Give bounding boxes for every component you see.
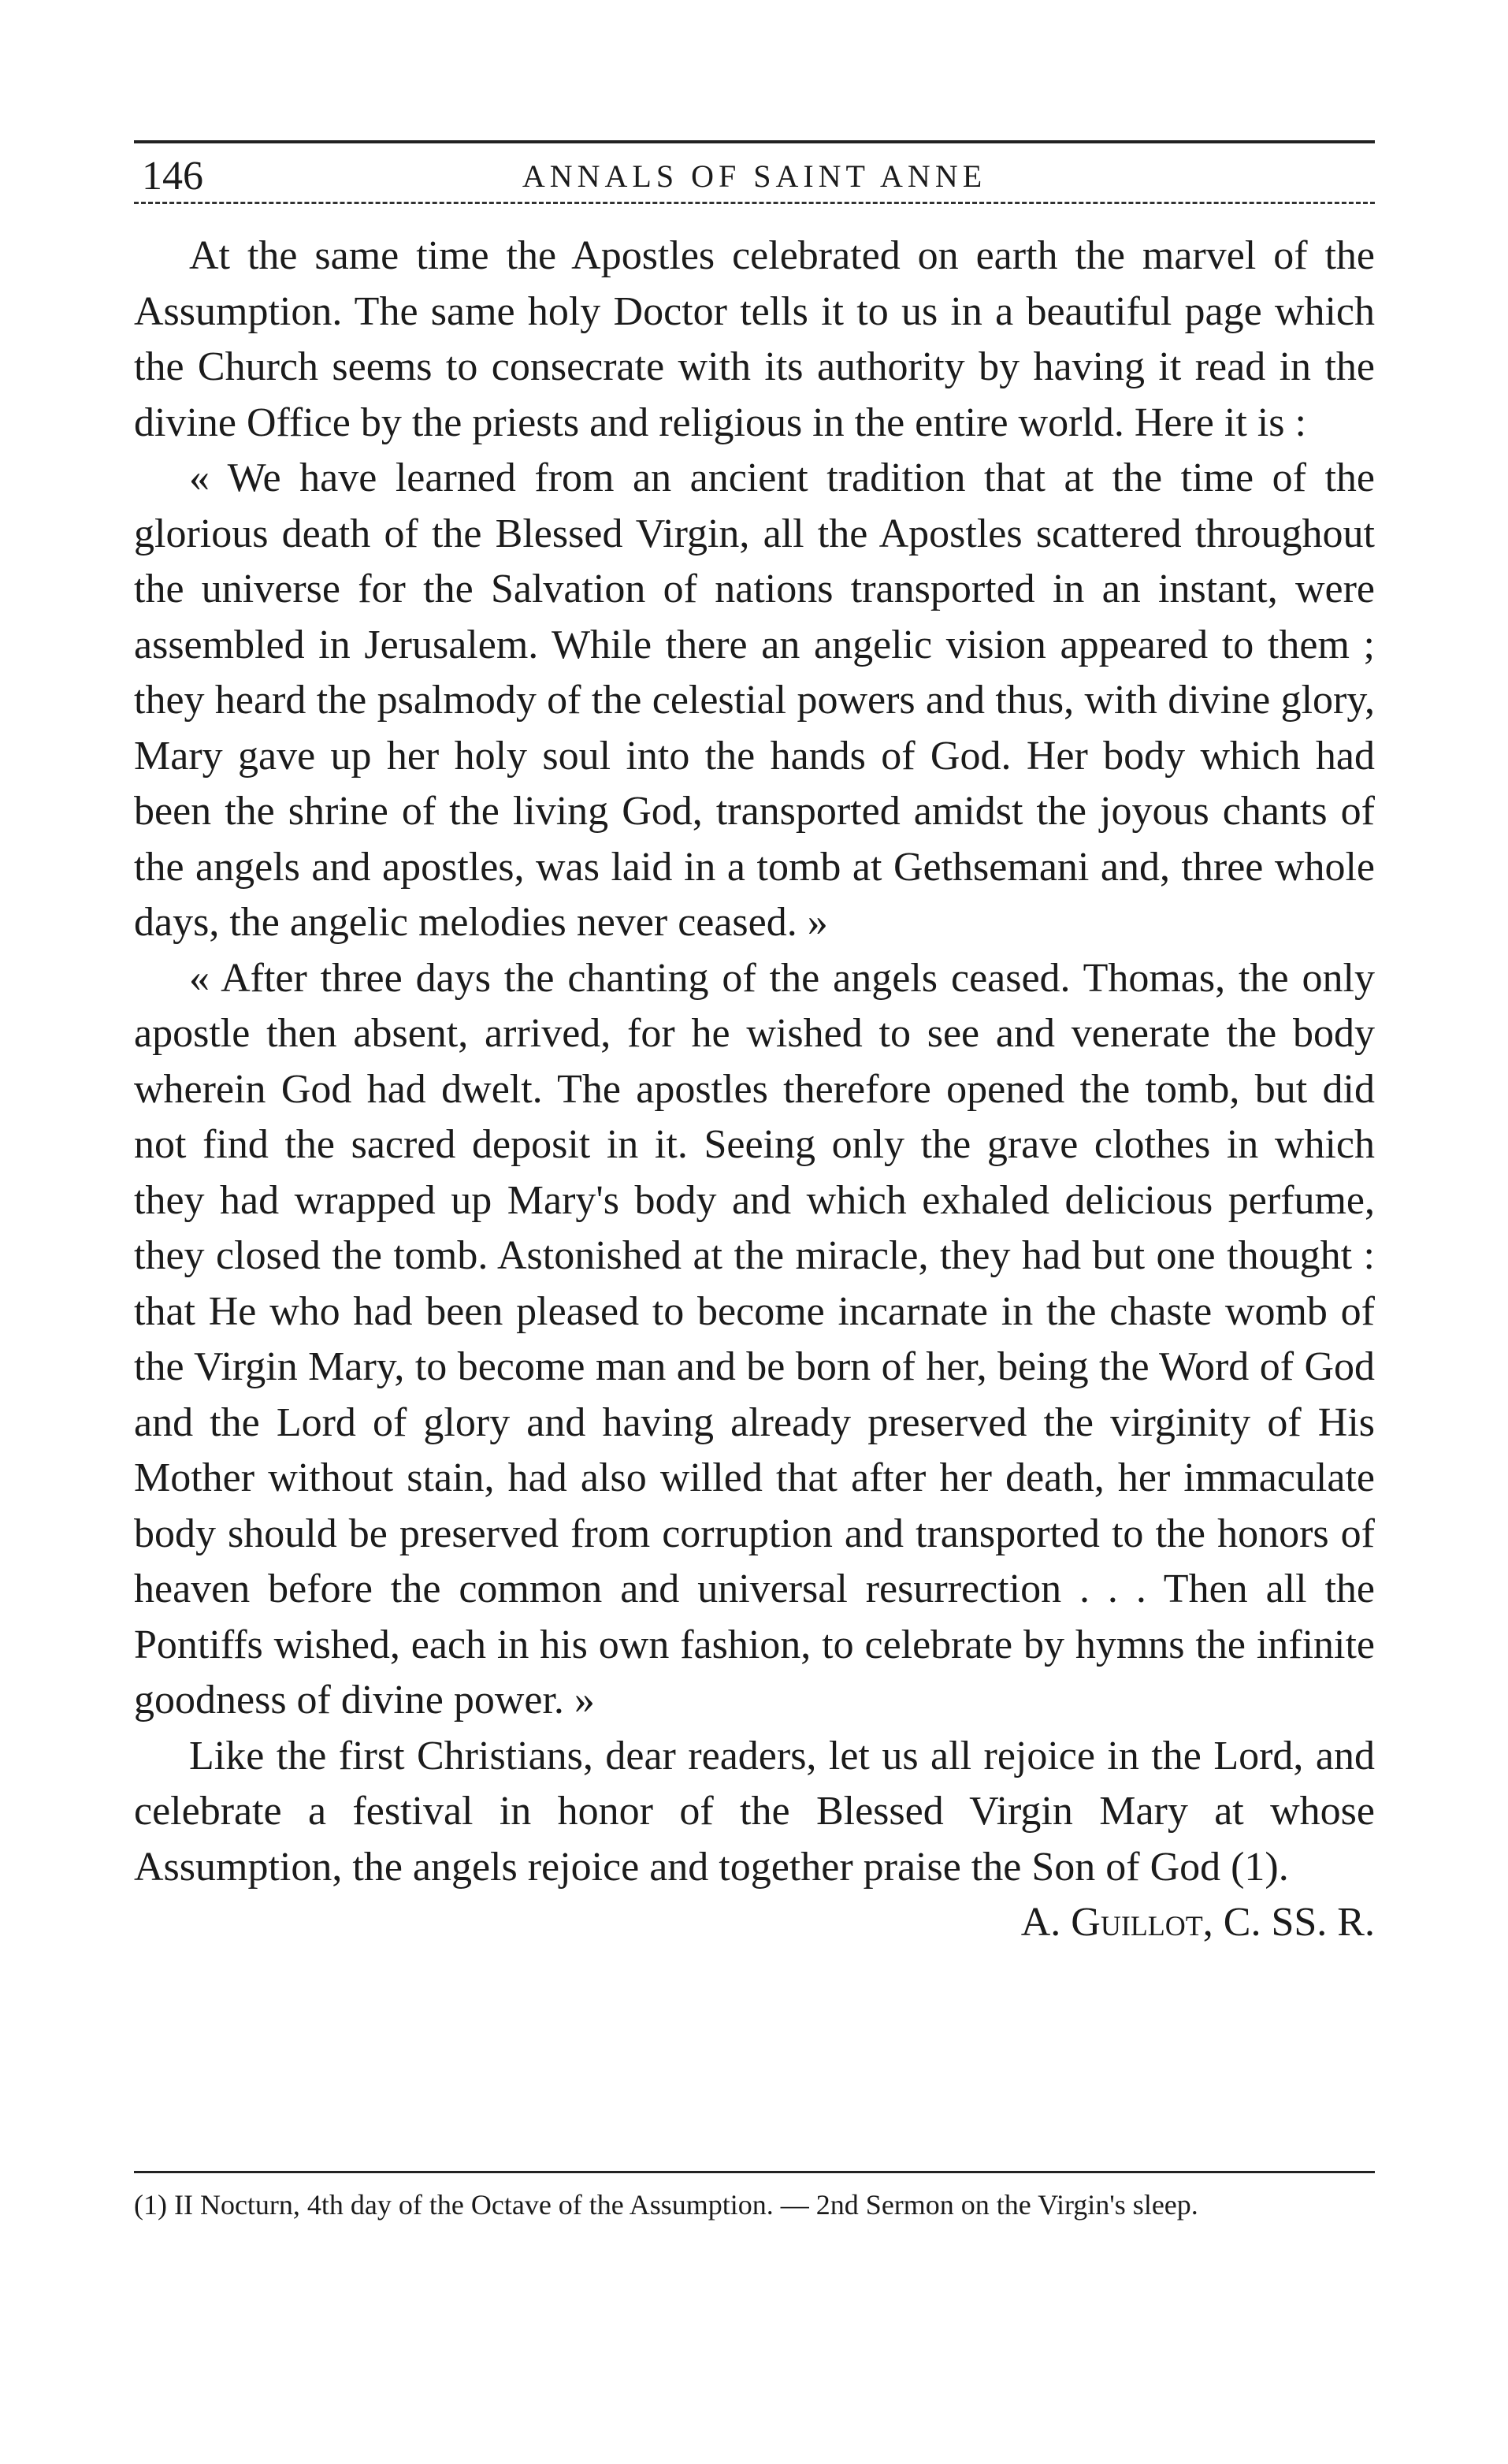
paragraph-3-quote: « After three days the chanting of the angels ceased. Thomas, the only apostle then absent, arrived, for he wished to see and venerate the body wherein God had dwelt. The apostles therefore opened the tomb, but did not find the sacred deposit in it. Seeing only the grave clothes in which they had wrapped up Mary's body and which exhaled delicious perfume, they closed the tomb. Astonished at the miracle, they had but one thought : that He who had been pleased to become incarnate in the chaste womb of the Virgin Mary, to become man and be born of her, being the Word of God and the Lord of glory and having already preserved the virginity of His Mother without stain, had also willed that after her death, her immaculate body should be preserved from corruption and transported to the honors of heaven before the common and universal resurrection . . . Then all the Pontiffs wished, each in his own fashion, to celebrate by hymns the infinite goodness of divine power. » [134, 955, 1375, 1723]
header-rule-bottom [134, 202, 1375, 204]
header-rule-top [134, 140, 1375, 143]
paragraph-2-quote: « We have learned from an ancient tradition that at the time of the glorious death of the Blessed Virgin, all the Apostles scattered throughout the universe for the Salvation of nations transported in an instant, were assembled in Jerusalem. While there an angelic vision appeared to them ; they heard the psalmody of the celestial powers and thus, with divine glory, Mary gave up her holy soul into the hands of God. Her body which had been the shrine of the living God, transported amidst the joyous chants of the angels and apostles, was laid in a tomb at Gethsemani and, three whole days, the angelic melodies never ceased. » [134, 455, 1375, 945]
footnote: (1) II Nocturn, 4th day of the Octave of the Assumption. — 2nd Sermon on the Virgin's sleep. [134, 2189, 1198, 2221]
paragraph-4 [134, 1729, 1375, 1945]
footnote-rule [134, 2171, 1375, 2173]
paragraph-1: At the same time the Apostles celebrated on earth the marvel of the Assumption. The same holy Doctor tells it to us in a beautiful page which the Church seems to consecrate with its authority by having it read in the divine Office by the priests and religious in the entire world. Here it is : [134, 233, 1375, 445]
body-text [134, 229, 1375, 1951]
running-title: ANNALS OF SAINT ANNE [522, 158, 987, 194]
author-signature: A. Guillot, C. SS. R. [1020, 1900, 1375, 1945]
page-header [134, 140, 1375, 203]
paragraph-4-text: Like the first Christians, dear readers, let us all rejoice in the Lord, and celebrate a festival in honor of the Blessed Virgin Mary at whose Assumption, the angels rejoice and together praise the Son of God (1). [134, 1733, 1375, 1890]
page-number: 146 [142, 154, 203, 199]
